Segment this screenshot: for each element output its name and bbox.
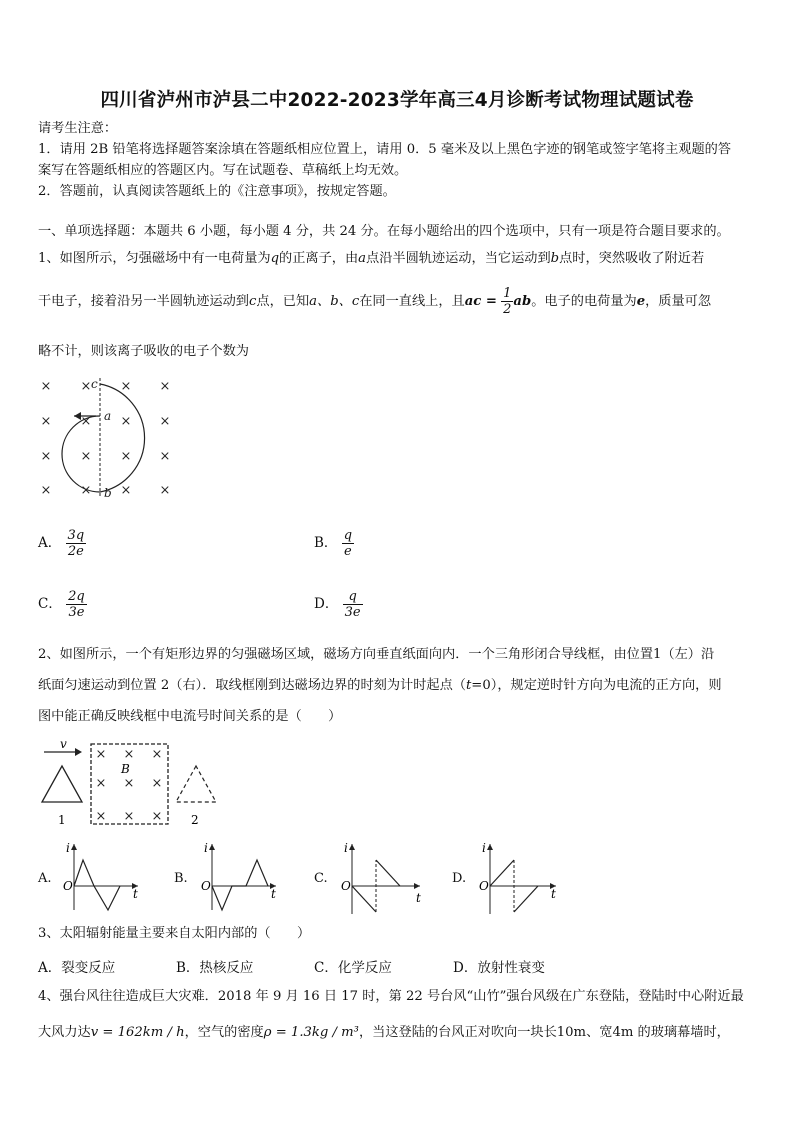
q2-line1: 2、如图所示，一个有矩形边界的匀强磁场区域，磁场方向垂直纸面向内．一个三角形闭合导线框，由位置1（左）沿 — [38, 647, 715, 662]
field-cross: × — [151, 809, 163, 824]
field-cross: × — [80, 483, 92, 498]
velocity-label: v — [60, 737, 67, 751]
field-cross: × — [80, 379, 92, 394]
current-curve — [490, 860, 514, 886]
arrowhead — [74, 412, 81, 420]
q3-stem: 3、太阳辐射能量主要来自太阳内部的（ ） — [38, 926, 311, 941]
q2-line2: 纸面匀速运动到位置 2（右）．取线框刚到达磁场边界的时刻为计时起点（t=0），规定逆时针方向为电流的正方向，则 — [38, 678, 722, 693]
field-cross: × — [120, 414, 132, 429]
label-pos-2: 2 — [191, 813, 199, 827]
svg-text:O: O — [63, 879, 73, 893]
svg-text:O: O — [201, 879, 211, 893]
label-a: a — [104, 409, 112, 423]
field-cross: × — [159, 379, 171, 394]
field-cross: × — [40, 483, 52, 498]
graph-letter-d: D. — [452, 871, 467, 886]
large-semicircle-path — [100, 384, 145, 492]
svg-text:i: i — [344, 841, 348, 855]
graph-letter-b: B. — [174, 871, 188, 886]
half-fraction: $\frac{1}{2}$ — [503, 286, 512, 317]
current-curve — [212, 860, 268, 910]
q1-option-c[interactable]: C． $\frac{2q}{3e}$ — [38, 589, 85, 620]
field-cross: × — [40, 449, 52, 464]
field-cross: × — [95, 747, 107, 762]
triangle-position-1 — [42, 766, 82, 802]
field-cross: × — [123, 747, 135, 762]
graph-d[interactable] — [479, 841, 556, 914]
arrowhead — [75, 748, 82, 756]
graph-b[interactable] — [201, 841, 276, 910]
graph-letter-a: A. — [38, 871, 52, 886]
field-cross: × — [80, 449, 92, 464]
triangle-position-2 — [176, 766, 216, 802]
q3-option-c[interactable]: C．化学反应 — [314, 960, 392, 976]
svg-text:i: i — [204, 841, 208, 855]
field-cross: × — [159, 483, 171, 498]
page-title: 四川省泸州市泸县二中2022-2023学年高三4月诊断考试物理试题试卷 — [100, 90, 694, 111]
q1-option-b[interactable]: B． $\frac{q}{e}$ — [314, 528, 353, 559]
q1-line3: 略不计，则该离子吸收的电子个数为 — [38, 344, 249, 359]
field-cross: × — [40, 379, 52, 394]
notice-heading: 请考生注意： — [38, 121, 118, 136]
q2-frame-figure — [36, 736, 226, 828]
svg-text:O: O — [341, 879, 351, 893]
svg-text:t: t — [416, 891, 421, 905]
q4-line2: 大风力达v = 162km / h，空气的密度ρ = 1.3kg / m³，当这登陆的台风正对吹向一块长10m、宽4m 的玻璃幕墙时， — [38, 1025, 730, 1040]
label-c: c — [91, 377, 98, 391]
svg-text:t: t — [551, 887, 556, 901]
svg-text:t: t — [271, 887, 276, 901]
q2-line3: 图中能正确反映线框中电流号时间关系的是（ ） — [38, 709, 342, 724]
field-cross: × — [159, 449, 171, 464]
q1-option-d[interactable]: D． $\frac{q}{3e}$ — [314, 589, 361, 620]
graph-a[interactable] — [63, 841, 138, 910]
field-cross: × — [120, 449, 132, 464]
q1-magnetic-field-figure — [34, 374, 184, 502]
q1-line2: 干电子，接着沿另一半圆轨迹运动到c点，已知a、b、c在同一直线上，且ac = $\frac{1}{2}$ ab。电子的电荷量为e，质量可忽 — [38, 286, 712, 317]
field-cross: × — [159, 414, 171, 429]
field-cross: × — [40, 414, 52, 429]
current-curve — [352, 886, 376, 912]
svg-text:O: O — [479, 879, 489, 893]
label-pos-1: 1 — [58, 813, 66, 827]
q3-option-d[interactable]: D．放射性衰变 — [453, 960, 545, 976]
graph-c[interactable] — [341, 841, 421, 914]
graph-letter-c: C. — [314, 871, 328, 886]
field-cross: × — [95, 776, 107, 791]
current-curve — [74, 860, 120, 910]
field-cross: × — [120, 379, 132, 394]
field-cross: × — [123, 776, 135, 791]
field-cross: × — [151, 776, 163, 791]
field-cross: × — [95, 809, 107, 824]
notice-item2: 2．答题前，认真阅读答题纸上的《注意事项》，按规定答题。 — [38, 184, 396, 199]
svg-text:t: t — [133, 887, 138, 901]
field-cross: × — [120, 483, 132, 498]
svg-text:i: i — [482, 841, 486, 855]
label-b: b — [104, 486, 112, 500]
section-heading: 一、单项选择题：本题共 6 小题，每小题 4 分，共 24 分。在每小题给出的四个选项中，只有一项是符合题目要求的。 — [38, 224, 730, 239]
notice-item1-line1: 1．请用 2B 铅笔将选择题答案涂填在答题纸相应位置上，请用 0．5 毫米及以上黑色字迹的钢笔或签字笔将主观题的答 — [38, 142, 732, 157]
q2-graph-options — [36, 838, 576, 916]
svg-text:i: i — [66, 841, 70, 855]
notice-item1-line2: 案写在答题纸相应的答题区内。写在试题卷、草稿纸上均无效。 — [38, 163, 408, 178]
q3-option-b[interactable]: B．热核反应 — [176, 960, 254, 976]
q4-line1: 4、强台风往往造成巨大灾难．2018 年 9 月 16 日 17 时，第 22 号台风“山竹”强台风级在广东登陆，登陆时中心附近最 — [38, 989, 744, 1004]
label-B: B — [121, 762, 130, 776]
q1-option-a[interactable]: A． $\frac{3q}{2e}$ — [38, 528, 85, 559]
field-cross: × — [123, 809, 135, 824]
q3-option-a[interactable]: A．裂变反应 — [38, 960, 116, 976]
q1-line1: 1、如图所示，匀强磁场中有一电荷量为q的正离子，由a点沿半圆轨迹运动，当它运动到b点时，突然吸收了附近若 — [38, 251, 705, 266]
field-cross: × — [151, 747, 163, 762]
field-cross: × — [80, 414, 92, 429]
